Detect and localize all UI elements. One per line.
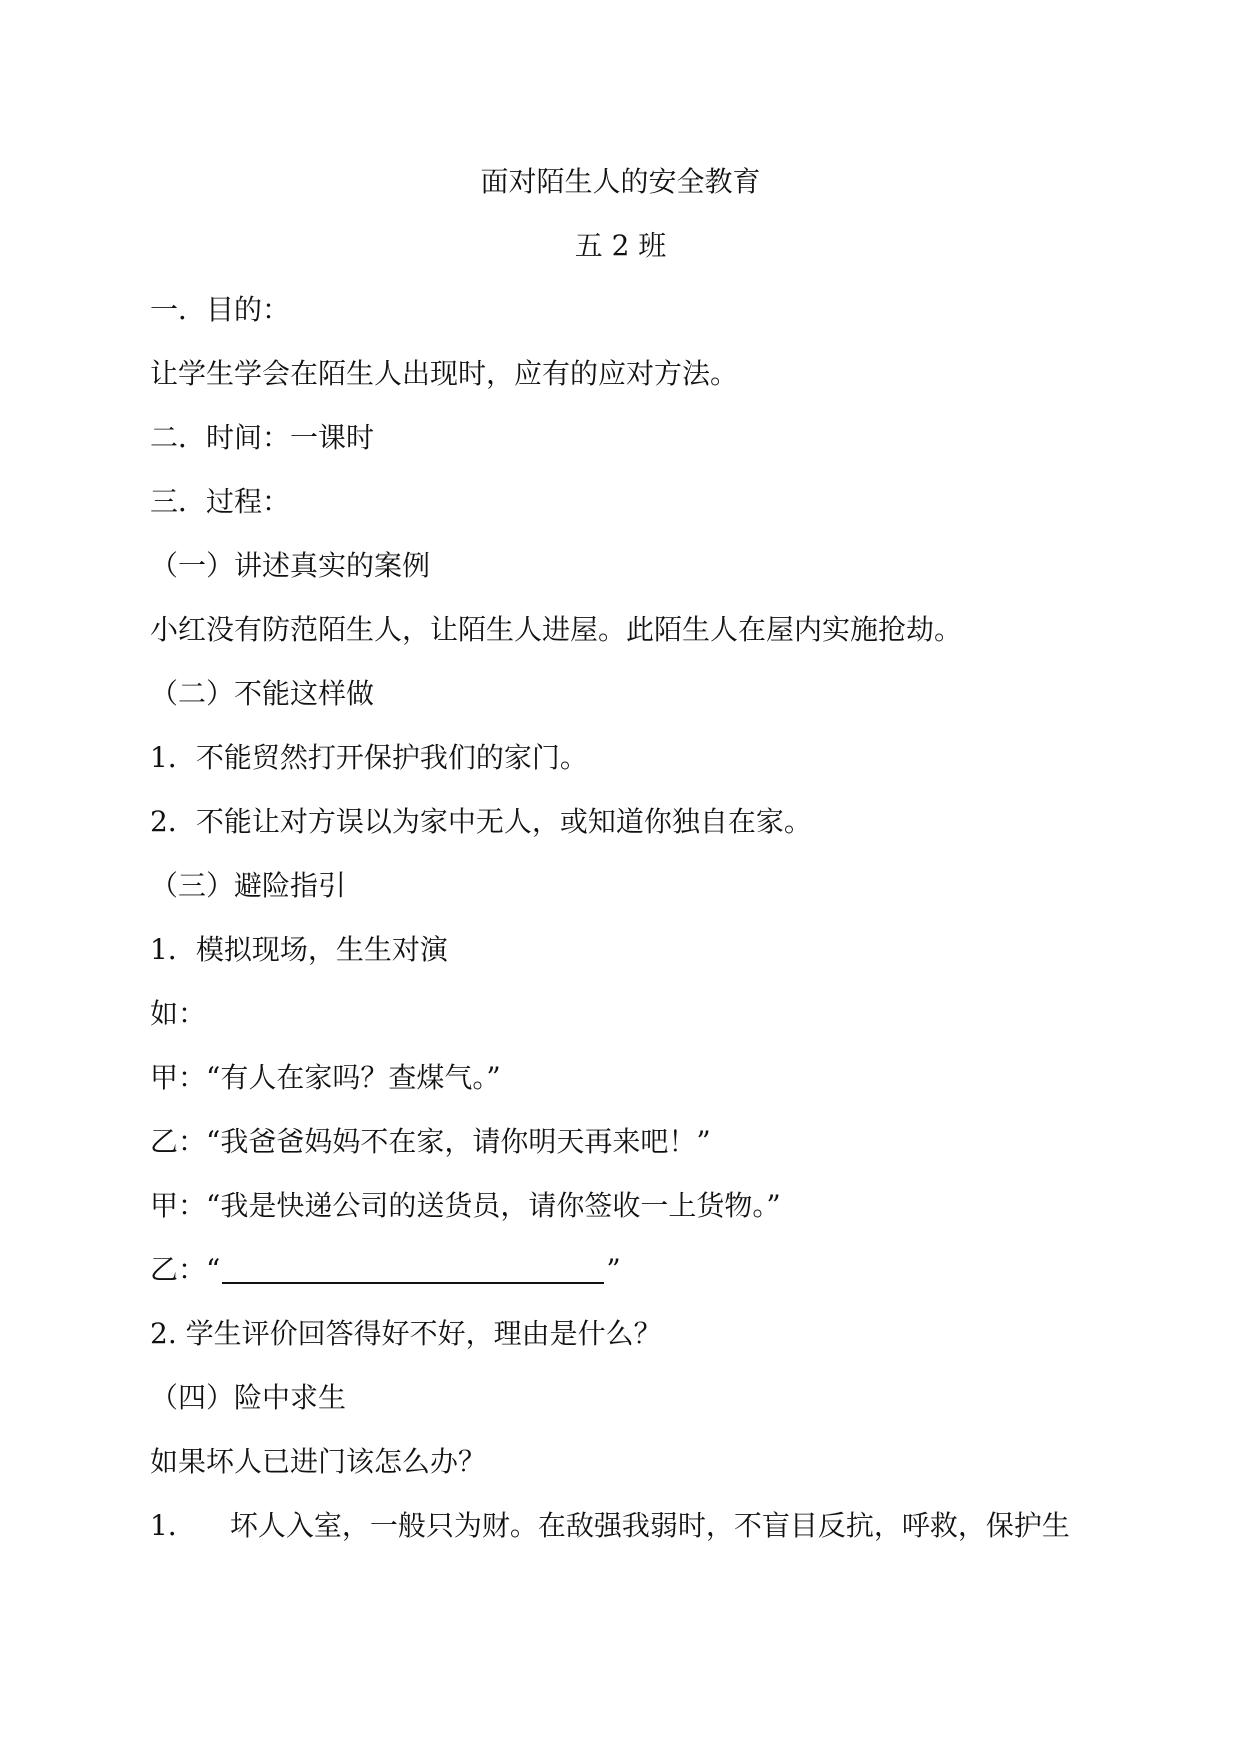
list-item-survive-1	[150, 1508, 1070, 1544]
subsection-heading-dont: （二）不能这样做	[150, 677, 375, 710]
list-text: 坏人入室，一般只为财。在敌强我弱时，不盲目反抗，呼救，保护生	[229, 1509, 1070, 1542]
blank-prefix: 乙：“	[150, 1253, 221, 1286]
blank-suffix: ”	[606, 1253, 621, 1286]
class-name: 五 2 班	[574, 229, 667, 262]
paragraph-question: 如果坏人已进门该怎么办？	[150, 1445, 487, 1478]
list-item-dont-1: 1．不能贸然打开保护我们的家门。	[150, 741, 588, 774]
paragraph-purpose: 让学生学会在陌生人出现时，应有的应对方法。	[150, 357, 739, 390]
dialogue-line-3: 甲：“我是快递公司的送货员，请你签收一上货物。”	[150, 1189, 781, 1222]
document-title: 面对陌生人的安全教育	[480, 165, 761, 198]
fill-in-blank	[222, 1252, 604, 1284]
example-label: 如：	[150, 997, 207, 1030]
list-number: 1．	[150, 1509, 196, 1542]
subsection-heading-guide: （三）避险指引	[150, 869, 347, 902]
section-heading-process: 三．过程：	[150, 485, 291, 518]
subsection-heading-case: （一）讲述真实的案例	[150, 549, 431, 582]
section-heading-purpose: 一．目的：	[150, 293, 291, 326]
section-heading-time: 二．时间：一课时	[150, 421, 375, 454]
list-item-guide-2: 2. 学生评价回答得好不好，理由是什么？	[150, 1317, 662, 1350]
list-item-dont-2: 2．不能让对方误以为家中无人，或知道你独自在家。	[150, 805, 812, 838]
dialogue-line-2: 乙：“我爸爸妈妈不在家，请你明天再来吧！”	[150, 1125, 711, 1158]
dialogue-line-1: 甲：“有人在家吗？查煤气。”	[150, 1061, 501, 1094]
paragraph-case: 小红没有防范陌生人，让陌生人进屋。此陌生人在屋内实施抢劫。	[150, 613, 963, 646]
dialogue-line-blank	[150, 1252, 621, 1288]
subsection-heading-survive: （四）险中求生	[150, 1381, 347, 1414]
list-item-guide-1: 1．模拟现场，生生对演	[150, 933, 448, 966]
